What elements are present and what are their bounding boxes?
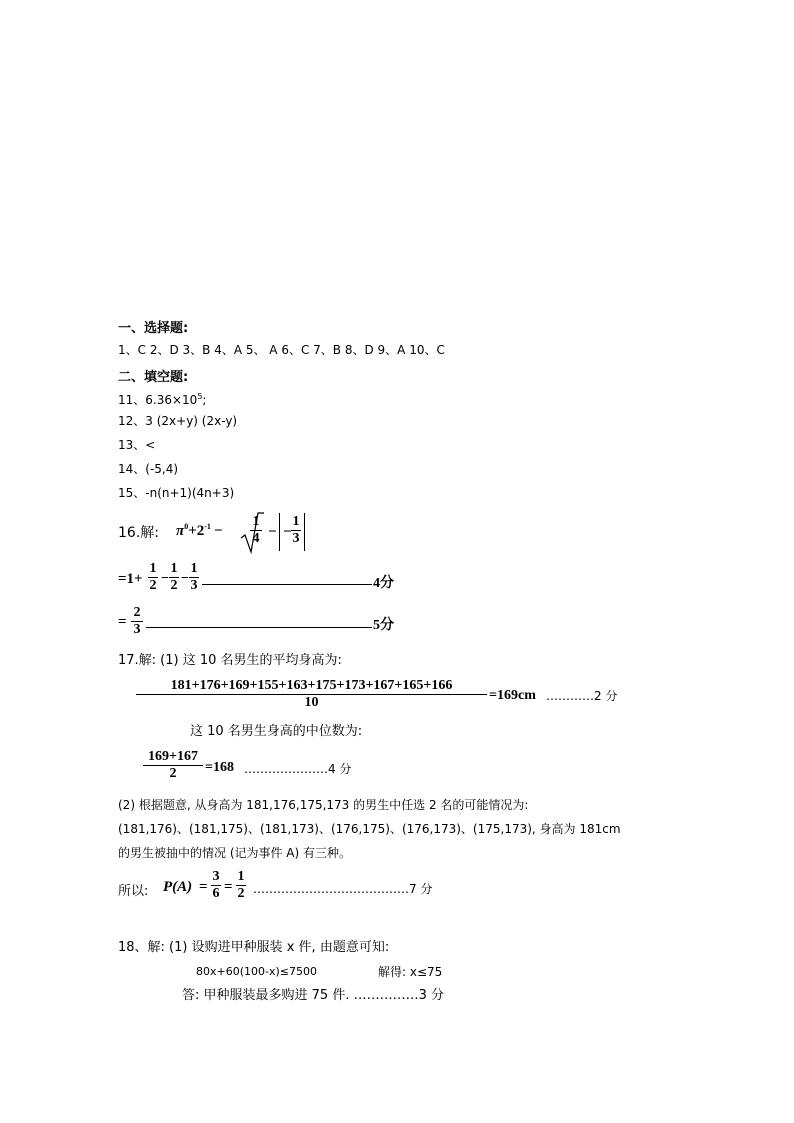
mean-result: =169cm bbox=[489, 688, 536, 703]
answer-14: 14、(-5,4) bbox=[118, 462, 179, 476]
part2-line2: (181,176)、(181,175)、(181,173)、(176,175)、(176,173)、(175,173), 身高为 181cm bbox=[118, 822, 621, 836]
section-choice-title: 一、选择题: bbox=[118, 321, 189, 336]
q16-abs-sign: − bbox=[283, 524, 292, 540]
step1-frac3: 1 3 bbox=[190, 561, 198, 593]
step1-frac1: 1 2 bbox=[149, 561, 157, 593]
step1-minus2: − bbox=[181, 571, 189, 586]
q18-answer: 答: 甲种服装最多购进 75 件. ……………3 分 bbox=[182, 988, 444, 1003]
median-result: =168 bbox=[205, 760, 234, 775]
prob-frac2: 1 2 bbox=[237, 869, 245, 901]
step2-prefix: = bbox=[118, 614, 127, 630]
part2-line1: (2) 根据题意, 从身高为 181,176,175,173 的男生中任选 2 名的可能情况为: bbox=[118, 798, 529, 812]
part2-line3: 的男生被抽中的情况 (记为事件 A) 有三种。 bbox=[118, 846, 352, 860]
sqrt-fraction: 1 4 bbox=[250, 514, 262, 547]
q16-label: 16.解: bbox=[118, 525, 159, 541]
prob-eq2: = bbox=[224, 879, 233, 895]
q18-solve: 解得: x≤75 bbox=[378, 965, 443, 979]
answer-13: 13、< bbox=[118, 438, 156, 452]
prob-score: …………………………………7 分 bbox=[253, 882, 433, 896]
abs-fraction: 1 3 bbox=[292, 514, 300, 546]
q16-minus: − bbox=[268, 524, 277, 540]
prob-frac1: 3 6 bbox=[212, 869, 220, 901]
answer-12: 12、3 (2x+y) (2x-y) bbox=[118, 414, 238, 428]
step1-minus1: − bbox=[161, 571, 169, 586]
choice-answers: 1、C 2、D 3、B 4、A 5、 A 6、C 7、B 8、D 9、A 10、C bbox=[118, 343, 445, 357]
step2-frac: 2 3 bbox=[131, 605, 143, 638]
step1-prefix: =1+ bbox=[118, 571, 143, 587]
step2-score: 5分 bbox=[373, 618, 394, 633]
median-intro: 这 10 名男生身高的中位数为: bbox=[190, 724, 363, 739]
answer-11: 11、$6.36\times 10^5$; bbox=[118, 392, 207, 407]
median-score: …………………4 分 bbox=[244, 762, 352, 776]
step1-score: 4分 bbox=[373, 576, 394, 591]
section-fill-title: 二、填空题: bbox=[118, 370, 189, 385]
step2-underline bbox=[146, 627, 372, 628]
step1-frac2: 1 2 bbox=[170, 561, 178, 593]
step1-underline bbox=[202, 584, 372, 585]
abs-bar-right bbox=[304, 513, 305, 551]
answer-15: 15、-n(n+1)(4n+3) bbox=[118, 486, 235, 500]
q18-intro: 18、解: (1) 设购进甲种服装 x 件, 由题意可知: bbox=[118, 940, 390, 955]
q16-expression: $\pi^0+2^{-1}$ − bbox=[176, 522, 223, 539]
q18-inequality: 80x+60(100-x)≤7500 bbox=[196, 965, 317, 978]
q17-intro: 17.解: (1) 这 10 名男生的平均身高为: bbox=[118, 653, 342, 668]
mean-fraction: 181+176+169+155+163+175+173+167+165+166 10 bbox=[136, 678, 487, 711]
abs-bar-left bbox=[279, 513, 280, 551]
mean-score: …………2 分 bbox=[546, 689, 618, 703]
so-label: 所以: bbox=[118, 884, 149, 899]
prob-label: P(A) bbox=[163, 879, 193, 895]
median-fraction: 169+167 2 bbox=[143, 749, 203, 782]
prob-eq1: = bbox=[199, 879, 208, 895]
